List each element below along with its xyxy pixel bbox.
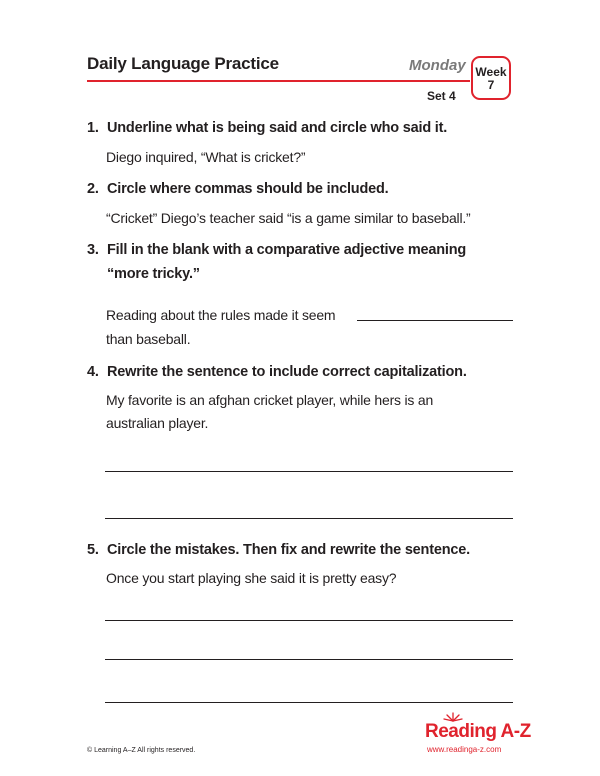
set-label: Set 4 — [427, 89, 456, 103]
header-rule — [87, 80, 470, 82]
question-5-number: 5. — [87, 542, 99, 558]
question-2-number: 2. — [87, 181, 99, 197]
question-5-prompt-text: Circle the mistakes. Then fix and rewrite the sentence. — [107, 542, 470, 558]
question-1-prompt — [87, 120, 447, 136]
question-2-prompt — [87, 181, 388, 197]
question-2-sentence: “Cricket” Diego’s teacher said “is a game similar to baseball.” — [106, 210, 471, 226]
question-1-prompt-text: Underline what is being said and circle who said it. — [107, 120, 448, 136]
question-3-prompt-line2: “more tricky.” — [107, 266, 200, 282]
answer-line[interactable] — [105, 659, 513, 660]
question-5-prompt — [87, 542, 470, 558]
question-2-prompt-text: Circle where commas should be included. — [107, 181, 389, 197]
question-5-sentence: Once you start playing she said it is pretty easy? — [106, 570, 397, 586]
question-4-prompt-text: Rewrite the sentence to include correct capitalization. — [107, 364, 467, 380]
question-4-number: 4. — [87, 364, 99, 380]
question-3-prompt — [87, 242, 466, 258]
week-number: 7 — [487, 78, 495, 92]
week-badge — [471, 56, 511, 100]
question-4-sentence-line2: australian player. — [106, 415, 209, 431]
answer-line[interactable] — [105, 620, 513, 621]
week-label: Week — [475, 65, 507, 79]
question-3-number: 3. — [87, 242, 99, 258]
site-url[interactable]: www.readinga-z.com — [427, 745, 502, 754]
question-3-sentence-line2: than baseball. — [106, 331, 191, 347]
question-4-sentence: My favorite is an afghan cricket player, while hers is an — [106, 392, 434, 408]
copyright-notice: © Learning A–Z All rights reserved. — [87, 747, 196, 754]
reading-az-logo: Reading A-Z — [425, 721, 531, 742]
question-3-sentence: Reading about the rules made it seem — [106, 307, 336, 323]
answer-line[interactable] — [105, 471, 513, 472]
question-1-number: 1. — [87, 120, 99, 136]
answer-line[interactable] — [105, 518, 513, 519]
question-1-sentence: Diego inquired, “What is cricket?” — [106, 149, 306, 165]
day-label: Monday — [409, 57, 466, 74]
page-title: Daily Language Practice — [87, 54, 279, 73]
question-4-prompt — [87, 364, 467, 380]
answer-line[interactable] — [105, 702, 513, 703]
fill-in-blank-line[interactable] — [357, 320, 513, 321]
question-3-prompt-text: Fill in the blank with a comparative adjective meaning — [107, 242, 467, 258]
